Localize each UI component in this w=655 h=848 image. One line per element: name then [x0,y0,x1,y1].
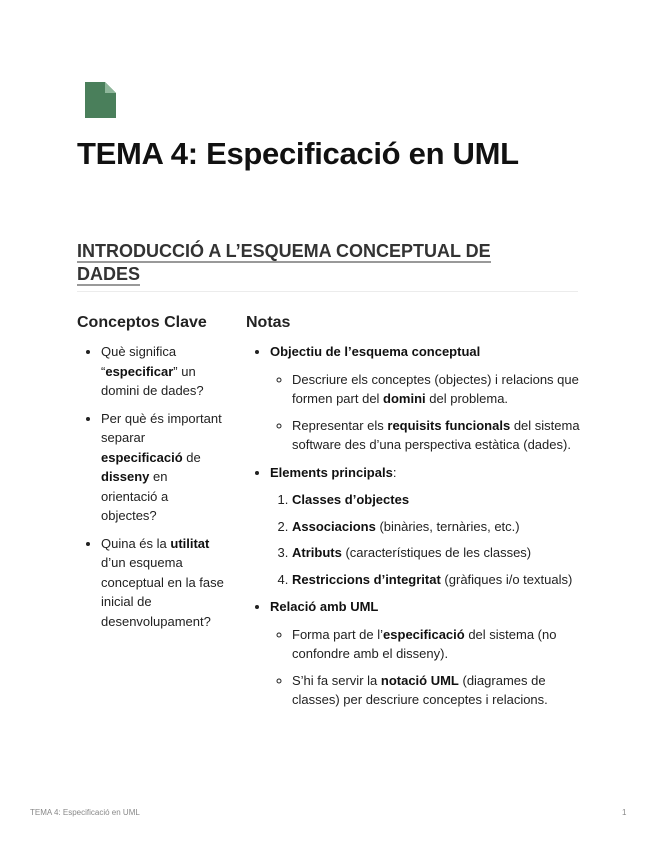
bold-text: especificació [383,626,465,642]
page-title: TEMA 4: Especificació en UML [77,136,519,171]
list-item [101,534,227,632]
text: S’hi fa servir la [292,672,381,688]
bold-text: disseny [101,469,150,484]
bold-text: utilitat [170,535,210,551]
text: Representar els [292,417,388,433]
key-concepts-column [77,314,227,639]
text: en orientació a objectes? [101,469,169,523]
bold-text: especificar [105,363,174,379]
sub-list [270,370,582,455]
list-item [292,625,582,664]
bold-text: notació UML [380,672,459,688]
list-item [292,370,582,409]
bold-text: Classes d’objectes [292,492,410,507]
list-item [292,517,582,537]
list-item [101,409,227,526]
list-item [292,490,582,510]
page-number: 1 [622,808,627,817]
key-concepts-heading: Conceptos Clave [77,314,207,331]
text: : [392,464,397,480]
list-item [292,671,582,710]
text: Què significa “ [101,344,177,379]
bold-text: domini [383,391,426,406]
text: de [182,449,201,465]
bold-text: Associacions [292,518,376,534]
bold-text: Objectiu de l’esquema conceptual [270,344,481,359]
text: (binàries, ternàries, etc.) [375,518,520,534]
section-heading-text: INTRODUCCIÓ A L’ESQUEMA CONCEPTUAL DE DADES [77,241,491,284]
list-item [101,342,227,401]
list-item [292,570,582,590]
notes-column [246,314,582,718]
text: Per què és important separar [101,410,222,445]
text: del sistema (no confondre amb el disseny). [292,626,557,661]
bold-text: Atributs [292,545,342,560]
section-heading [77,240,537,286]
notes-list [246,342,582,710]
list-item [270,463,582,590]
list-item [292,416,582,455]
key-concepts-list [77,342,227,631]
text: d’un esquema conceptual en la fase inicial de desenvolupament? [101,555,224,629]
list-item [292,543,582,563]
divider [77,291,578,292]
bold-text: Relació amb UML [270,599,379,614]
text: Forma part de l’ [292,626,384,642]
list-item [270,597,582,710]
notes-heading: Notas [246,314,291,331]
bold-text: requisits funcionals [387,417,511,433]
text: (diagrames de classes) per descriure conceptes i relacions. [292,672,548,707]
bold-text: Restriccions d’integritat [292,571,441,587]
text: Quina és la [101,535,171,551]
text: ” un domini de dades? [101,363,204,398]
text: (característiques de les classes) [341,545,532,560]
text: Descriure els conceptes (objectes) i relacions que formen part del [292,371,579,406]
text: del problema. [425,391,509,406]
footer-title: TEMA 4: Especificació en UML [30,808,140,817]
text: (gràfiques i/o textuals) [440,571,573,587]
numbered-list [270,490,582,589]
bold-text: Elements principals [270,464,393,480]
bold-text: especificació [101,449,183,465]
text: del sistema software des d’una perspectiva estàtica (dades). [292,417,580,452]
sub-list [270,625,582,710]
list-item [270,342,582,455]
document-icon [85,82,116,118]
